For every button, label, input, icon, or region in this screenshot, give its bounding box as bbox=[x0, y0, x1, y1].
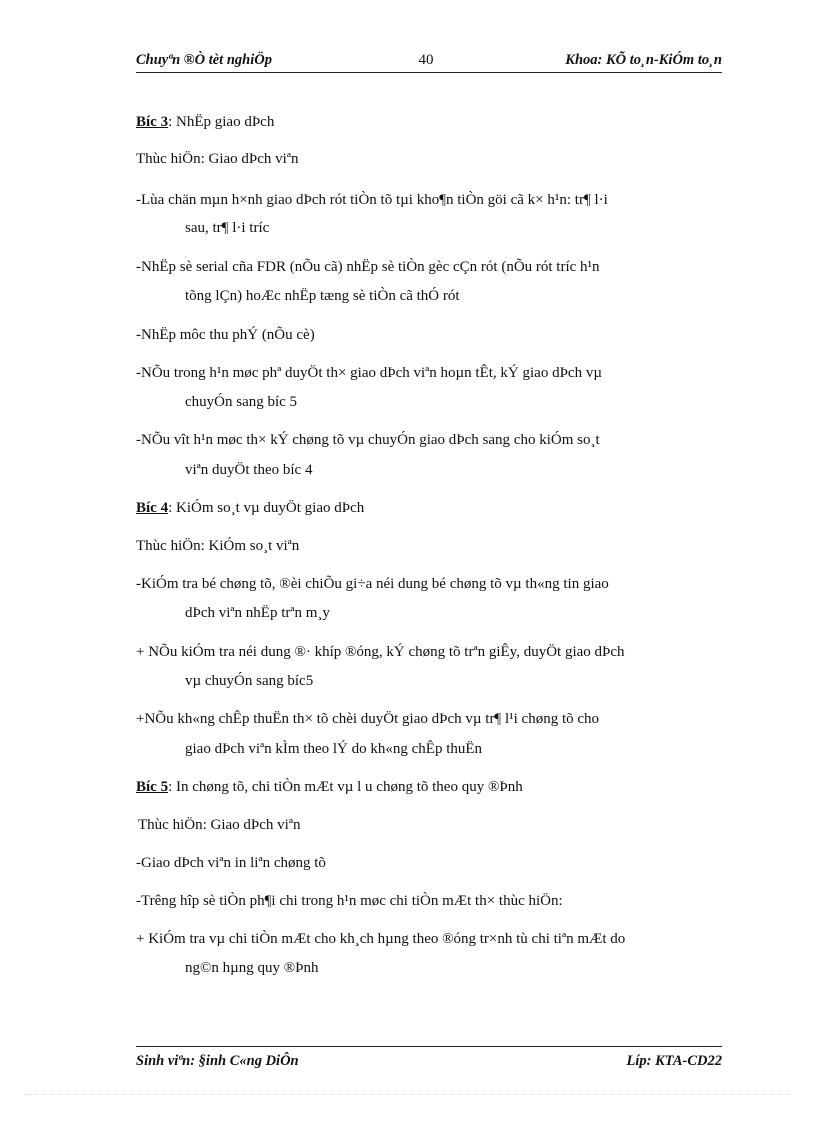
paragraph-line: -Trêng hîp sè tiÒn ph¶i chi trong h¹n møc chi tiÒn mÆt th× thùc hiÖn: bbox=[136, 893, 563, 909]
paragraph-line: Thùc hiÖn: KiÓm so¸t viªn bbox=[136, 538, 300, 554]
paragraph-line: sau, tr¶ l·i tríc bbox=[185, 220, 270, 236]
step-heading bbox=[136, 779, 523, 796]
paragraph-line: dÞch viªn nhËp trªn m¸y bbox=[185, 605, 330, 621]
paragraph-line: +NÕu kh«ng chÊp thuËn th× tõ chèi duyÖt giao dÞch vµ tr¶ l¹i chøng tõ cho bbox=[136, 711, 600, 727]
step-label: Bíc 5 bbox=[136, 779, 169, 795]
paragraph-line: giao dÞch viªn kÌm theo lÝ do kh«ng chÊp thuËn bbox=[185, 741, 483, 757]
paragraph-line: + KiÓm tra vµ chi tiÒn mÆt cho kh¸ch hµng theo ®óng tr×nh tù chi tiªn mÆt do bbox=[136, 931, 626, 947]
page-number: 40 bbox=[418, 52, 434, 68]
paragraph-line: viªn duyÖt theo bíc 4 bbox=[185, 462, 313, 478]
page-footer bbox=[136, 1046, 722, 1071]
step-label: Bíc 3 bbox=[136, 114, 169, 130]
step-label: Bíc 4 bbox=[136, 500, 169, 516]
paragraph-line: vµ chuyÓn sang bíc5 bbox=[185, 673, 314, 689]
page-bottom-divider bbox=[24, 1094, 792, 1095]
paragraph-line: -NÕu trong h¹n møc phª duyÖt th× giao dÞch viªn hoµn tÊt, kÝ giao dÞch vµ bbox=[136, 365, 602, 381]
header-thesis-title: Chuyªn ®Ò tèt nghiÖp bbox=[136, 52, 272, 68]
paragraph-line: -NhËp sè serial cña FDR (nÕu cã) nhËp sè tiÒn gèc cÇn rót (nÕu rót tríc h¹n bbox=[136, 259, 600, 275]
paragraph-line: Thùc hiÖn: Giao dÞch viªn bbox=[136, 151, 299, 167]
paragraph-line: ng©n hµng quy ®Þnh bbox=[185, 960, 319, 976]
step-title: : In chøng tõ, chi tiÒn mÆt vµ l u chøng tõ theo quy ®Þnh bbox=[168, 779, 523, 795]
page-header bbox=[136, 50, 722, 73]
footer-class-code: Líp: KTA-CD22 bbox=[626, 1053, 722, 1069]
paragraph-line: tõng lÇn) hoÆc nhËp tæng sè tiÒn cã thÓ rót bbox=[185, 288, 460, 304]
header-faculty: Khoa: KÕ to¸n-KiÓm to¸n bbox=[565, 52, 722, 68]
paragraph-line: -NÕu vît h¹n møc th× kÝ chøng tõ vµ chuyÓn giao dÞch sang cho kiÓm so¸t bbox=[136, 432, 600, 448]
paragraph-line: -Giao dÞch viªn in liªn chøng tõ bbox=[136, 855, 326, 871]
paragraph-line: -KiÓm tra bé chøng tõ, ®èi chiÕu gi÷a néi dung bé chøng tõ vµ th«ng tin giao bbox=[136, 576, 609, 592]
step-heading bbox=[136, 500, 364, 517]
step-title: : NhËp giao dÞch bbox=[168, 114, 275, 130]
paragraph-line: Thùc hiÖn: Giao dÞch viªn bbox=[138, 817, 301, 833]
paragraph-line: -NhËp môc thu phÝ (nÕu cè) bbox=[136, 327, 315, 343]
paragraph-line: + NÕu kiÓm tra néi dung ®· khíp ®óng, kÝ chøng tõ trªn giÊy, duyÖt giao dÞch bbox=[136, 644, 625, 660]
paragraph-line: chuyÓn sang bíc 5 bbox=[185, 394, 298, 410]
paragraph-line: -Lùa chän mµn h×nh giao dÞch rót tiÒn tõ tµi kho¶n tiÒn göi cã k× h¹n: tr¶ l·i bbox=[136, 192, 608, 208]
step-title: : KiÓm so¸t vµ duyÖt giao dÞch bbox=[168, 500, 365, 516]
footer-student-name: Sinh viªn: §inh C«ng DiÔn bbox=[136, 1053, 299, 1069]
step-heading bbox=[136, 114, 274, 131]
